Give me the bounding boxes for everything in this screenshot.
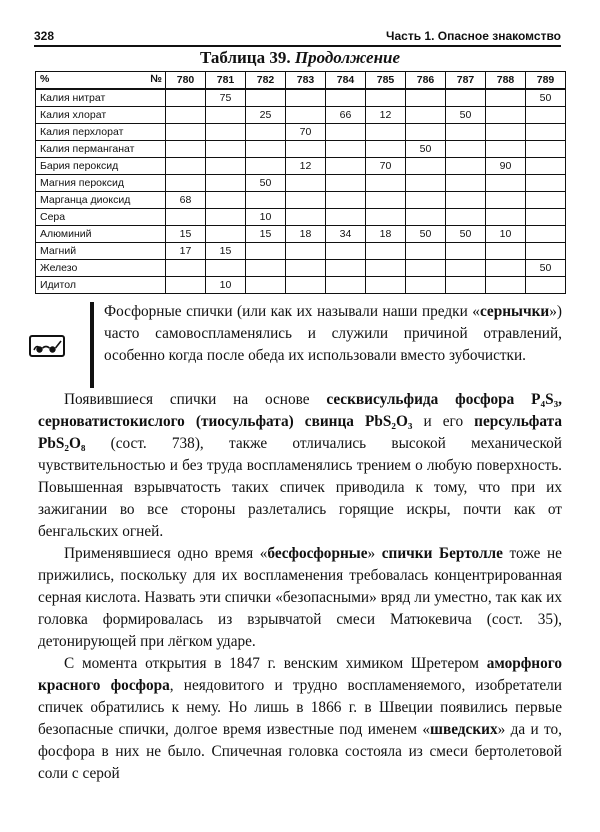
table-cell — [366, 141, 406, 158]
table-cell — [486, 175, 526, 192]
table-cell — [486, 243, 526, 260]
component-name: Магния пероксид — [36, 175, 166, 192]
table-cell — [326, 141, 366, 158]
table-header-row — [36, 72, 566, 90]
component-name: Калия хлорат — [36, 107, 166, 124]
table-cell — [206, 260, 246, 277]
component-name: Сера — [36, 209, 166, 226]
column-header: 780 — [166, 72, 206, 90]
p3-text-2: , неядовитого и трудно воспламеняемого, изобретатели спичек обратились к нему. Но лишь в 1866 г. в Швеции появились первые безопасные спички, долгое время известные под именем « — [38, 677, 562, 738]
table-cell — [486, 277, 526, 294]
table-cell — [446, 89, 486, 107]
paragraph-berthollet — [38, 543, 562, 653]
table-title-main: Таблица 39. — [199, 48, 291, 67]
table-cell: 70 — [286, 124, 326, 141]
table-cell: 12 — [286, 158, 326, 175]
note-marker-bar — [90, 302, 94, 388]
table-cell — [166, 175, 206, 192]
table-cell: 15 — [206, 243, 246, 260]
table-cell — [286, 107, 326, 124]
table-cell — [326, 158, 366, 175]
table-cell — [286, 89, 326, 107]
table-cell — [246, 192, 286, 209]
table-cell — [246, 277, 286, 294]
part-title: Часть 1. Опасное знакомство — [386, 29, 561, 43]
table-cell — [406, 124, 446, 141]
p2-term-1: бесфосфорные — [267, 545, 368, 562]
table-cell — [206, 158, 246, 175]
table-cell — [286, 243, 326, 260]
table-cell — [526, 243, 566, 260]
table-cell — [166, 124, 206, 141]
table-cell — [526, 226, 566, 243]
table-cell — [406, 175, 446, 192]
table-cell — [366, 260, 406, 277]
table-row — [36, 209, 566, 226]
header-rule — [34, 45, 561, 47]
component-name: Калия перхлорат — [36, 124, 166, 141]
table-cell — [286, 192, 326, 209]
table-cell — [486, 124, 526, 141]
note-term: сернычки — [479, 303, 550, 320]
table-cell — [406, 192, 446, 209]
table-cell — [366, 192, 406, 209]
table-cell — [206, 192, 246, 209]
table-cell: 18 — [286, 226, 326, 243]
table-cell — [206, 124, 246, 141]
component-name: Калия нитрат — [36, 89, 166, 107]
table-cell — [486, 89, 526, 107]
table-cell — [166, 277, 206, 294]
table-cell — [166, 107, 206, 124]
table-cell: 10 — [486, 226, 526, 243]
table-cell — [486, 141, 526, 158]
table-cell: 50 — [446, 226, 486, 243]
table-cell — [326, 89, 366, 107]
column-header: 789 — [526, 72, 566, 90]
table-row — [36, 141, 566, 158]
p1-term-2: персульфата PbS₂O₈ — [38, 413, 562, 452]
table-cell — [286, 141, 326, 158]
table-cell — [526, 107, 566, 124]
p3-text-3: » да и то, фосфора в них не было. Спичечная головка состояла из смеси бертолетовой соли с серой — [38, 721, 562, 782]
table-cell — [406, 277, 446, 294]
table-cell — [326, 124, 366, 141]
table-cell — [326, 260, 366, 277]
table-cell — [486, 260, 526, 277]
table-cell: 90 — [486, 158, 526, 175]
table-title-continuation: Продолжение — [294, 48, 401, 67]
column-header: 783 — [286, 72, 326, 90]
table-cell — [206, 209, 246, 226]
table-row — [36, 243, 566, 260]
table-cell — [286, 260, 326, 277]
table-cell: 66 — [326, 107, 366, 124]
p3-term-2: шведских — [430, 721, 498, 738]
table-cell — [406, 243, 446, 260]
table-cell — [366, 243, 406, 260]
table-corner-cell — [36, 72, 166, 90]
table-cell — [246, 141, 286, 158]
table-row — [36, 89, 566, 107]
table-cell — [446, 141, 486, 158]
column-header: 785 — [366, 72, 406, 90]
table-cell: 34 — [326, 226, 366, 243]
table-cell — [406, 260, 446, 277]
table-cell: 50 — [446, 107, 486, 124]
table-cell: 15 — [246, 226, 286, 243]
note-block — [104, 301, 562, 367]
column-header: 788 — [486, 72, 526, 90]
component-name: Марганца диоксид — [36, 192, 166, 209]
table-cell: 15 — [166, 226, 206, 243]
number-label: № — [150, 73, 162, 85]
table-cell — [326, 277, 366, 294]
table-cell — [166, 141, 206, 158]
paragraph-sesquisulfide — [38, 389, 562, 543]
p2-term-2: спички Бертолле — [381, 545, 503, 562]
table-cell — [206, 107, 246, 124]
table-cell: 10 — [206, 277, 246, 294]
table-cell — [166, 89, 206, 107]
table-cell — [286, 175, 326, 192]
component-name: Идитол — [36, 277, 166, 294]
p3-term-1: аморфного красного фосфора — [38, 655, 562, 694]
table-cell — [246, 124, 286, 141]
table-cell: 12 — [366, 107, 406, 124]
table-row — [36, 124, 566, 141]
component-name: Калия перманганат — [36, 141, 166, 158]
note-text-1: Фосфорные спички (или как их называли наши предки « — [104, 303, 480, 320]
table-cell — [446, 209, 486, 226]
p3-text-1: С момента открытия в 1847 г. венским химиком Шретером — [64, 655, 487, 672]
table-cell — [326, 243, 366, 260]
page-number: 328 — [34, 29, 55, 43]
table-cell — [526, 158, 566, 175]
table-cell — [206, 175, 246, 192]
table-cell: 50 — [406, 226, 446, 243]
table-row — [36, 277, 566, 294]
table-cell — [366, 209, 406, 226]
column-header: 787 — [446, 72, 486, 90]
table-cell: 10 — [246, 209, 286, 226]
table-cell — [206, 141, 246, 158]
table-cell — [326, 192, 366, 209]
column-header: 781 — [206, 72, 246, 90]
table-title — [0, 48, 600, 68]
table-cell — [526, 175, 566, 192]
p2-text-1: Применявшиеся одно время « — [64, 545, 268, 562]
table-cell: 75 — [206, 89, 246, 107]
table-body — [36, 72, 566, 294]
composition-table — [35, 71, 566, 294]
table-cell — [166, 158, 206, 175]
percent-label: % — [40, 73, 50, 85]
table-cell — [366, 89, 406, 107]
table-cell — [406, 158, 446, 175]
column-header: 784 — [326, 72, 366, 90]
table-cell: 17 — [166, 243, 206, 260]
table-cell — [526, 124, 566, 141]
running-header — [34, 28, 561, 44]
table-row — [36, 192, 566, 209]
table-cell — [366, 277, 406, 294]
table-cell: 70 — [366, 158, 406, 175]
table-cell — [326, 175, 366, 192]
table-row — [36, 175, 566, 192]
table-cell: 50 — [526, 260, 566, 277]
table-cell — [446, 158, 486, 175]
table-cell — [326, 209, 366, 226]
component-name: Бария пероксид — [36, 158, 166, 175]
table-cell: 50 — [406, 141, 446, 158]
table-cell — [366, 175, 406, 192]
table-row — [36, 226, 566, 243]
glasses-icon — [29, 335, 65, 357]
table-cell — [286, 209, 326, 226]
table-row — [36, 107, 566, 124]
table-cell — [446, 192, 486, 209]
column-header: 782 — [246, 72, 286, 90]
table-cell — [446, 243, 486, 260]
body-text — [38, 389, 562, 785]
table-cell — [486, 192, 526, 209]
table-row — [36, 158, 566, 175]
table-cell — [166, 209, 206, 226]
table-cell — [406, 107, 446, 124]
p1-text-1: Появившиеся спички на основе — [64, 391, 327, 408]
p2-text-3: тоже не прижились, поскольку для их воспламенения требовалась концентрированная серная кислота. Назвать эти спички «безопасными» вряд ли уместно, так как их головка формировалась из взрывчатой смеси Матюкевича (сост. 35), детонирующей при лёгком ударе. — [38, 545, 562, 650]
table-row — [36, 260, 566, 277]
component-name: Железо — [36, 260, 166, 277]
column-header: 786 — [406, 72, 446, 90]
table-cell — [406, 89, 446, 107]
p2-text-2: » — [367, 545, 382, 562]
table-cell — [166, 260, 206, 277]
component-name: Магний — [36, 243, 166, 260]
table-cell — [526, 141, 566, 158]
table-cell — [446, 175, 486, 192]
table-cell: 50 — [246, 175, 286, 192]
table-cell — [286, 277, 326, 294]
table-cell — [486, 209, 526, 226]
table-cell — [486, 107, 526, 124]
table-cell — [246, 260, 286, 277]
table-cell: 25 — [246, 107, 286, 124]
p1-text-2: и его — [412, 413, 475, 430]
table-cell: 18 — [366, 226, 406, 243]
table-cell — [366, 124, 406, 141]
p1-term-1: сесквисульфида фосфора P₄S₃, серноватистокислого (тиосульфата) свинца PbS₂O₃ — [38, 391, 562, 430]
table-cell: 50 — [526, 89, 566, 107]
table-cell — [206, 226, 246, 243]
table-cell — [406, 209, 446, 226]
table-cell — [446, 277, 486, 294]
table-cell — [246, 243, 286, 260]
note-text-2: ») часто самовоспламенялись и служили причиной отравлений, особенно когда после обеда их использовали вместо зубочистки. — [104, 303, 562, 364]
note-paragraph — [104, 301, 562, 367]
table-cell — [526, 192, 566, 209]
p1-text-3: (сост. 738), также отличались высокой механической чувствительностью и без труда воспламенялись трением о любую поверхность. Повышенная взрывчатость таких спичек приводила к тому, что при их зажигании во все стороны разлетались горящие искры, почти как от бенгальских огней. — [38, 435, 562, 540]
component-name: Алюминий — [36, 226, 166, 243]
table-cell — [526, 277, 566, 294]
table-cell — [246, 89, 286, 107]
table-cell: 68 — [166, 192, 206, 209]
table-cell — [446, 260, 486, 277]
table-cell — [526, 209, 566, 226]
paragraph-red-phosphorus — [38, 653, 562, 785]
table-cell — [446, 124, 486, 141]
table-cell — [246, 158, 286, 175]
